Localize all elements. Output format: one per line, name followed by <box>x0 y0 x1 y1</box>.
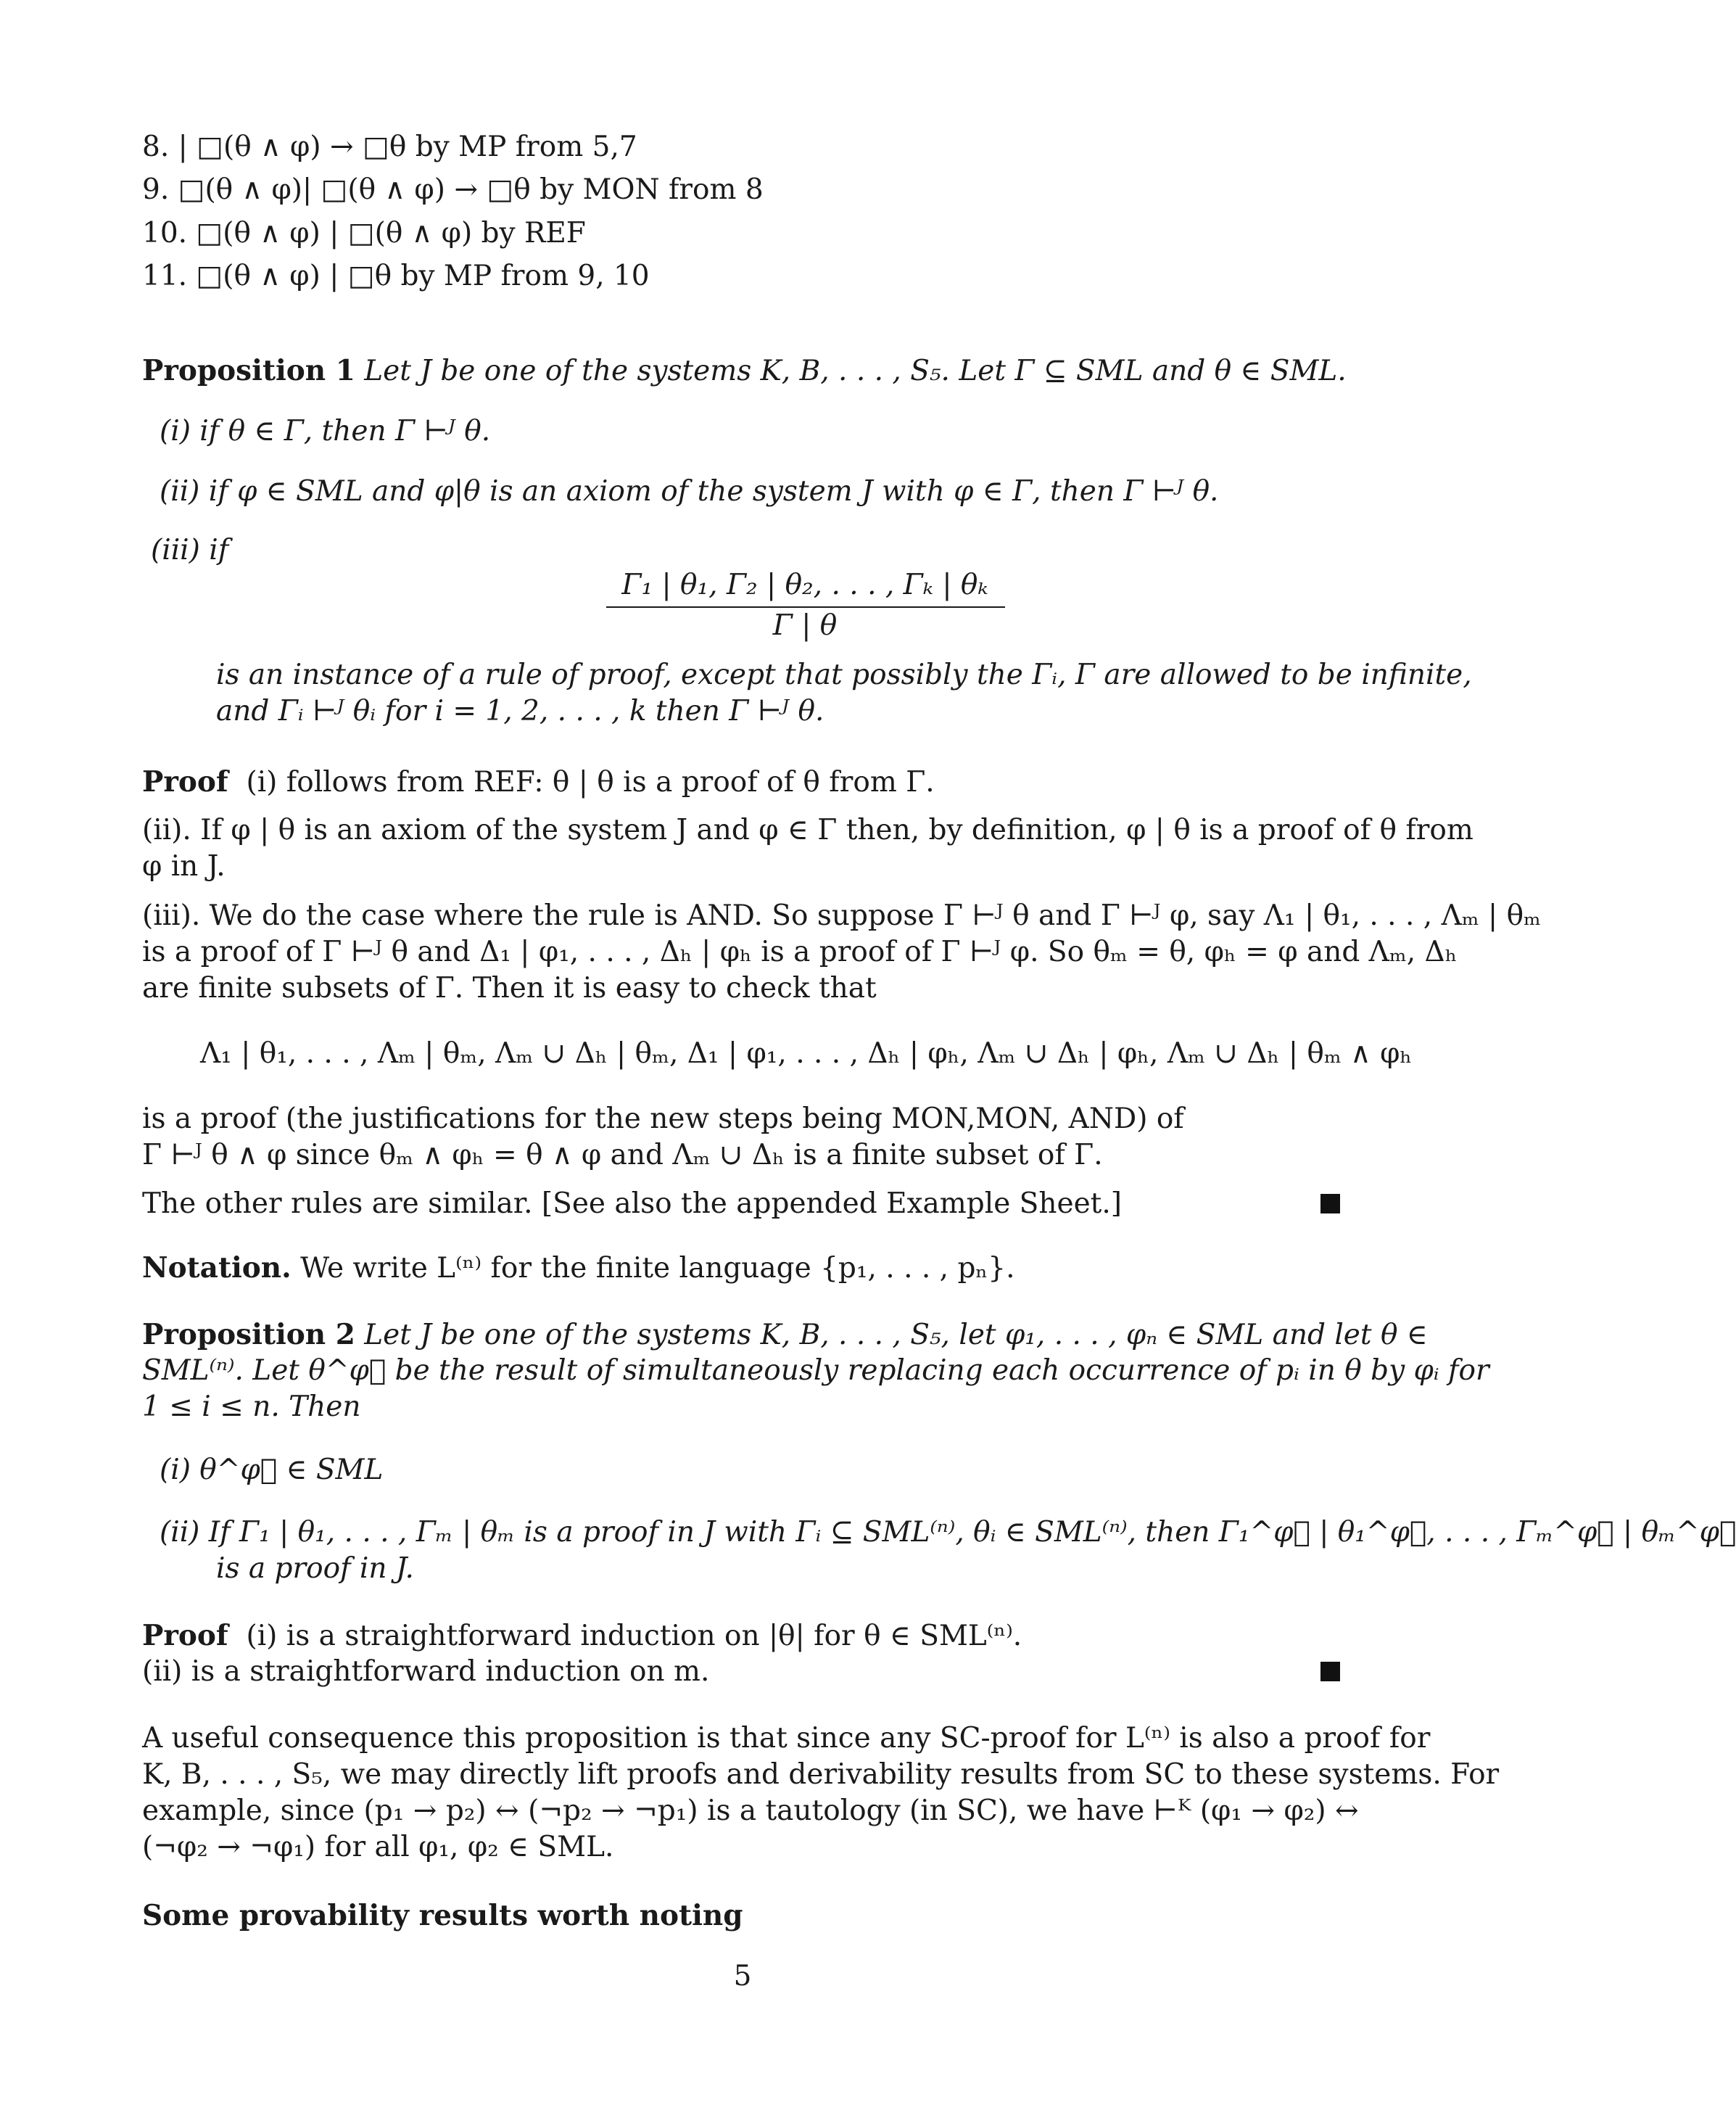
proof-1-part-ii-b: φ in J. <box>142 850 226 883</box>
proof-1-part-iv-a: is a proof (the justifications for the new steps being MON,MON, AND) of <box>142 1102 1184 1135</box>
proof-2-heading: Proof <box>142 1619 228 1652</box>
consequence-line2: K, B, . . . , S₅, we may directly lift proofs and derivability results from SC to these systems. For <box>142 1758 1500 1791</box>
rule-denominator: Γ | θ <box>772 609 838 642</box>
proof-2-part-i <box>142 1617 1022 1654</box>
proof-1-heading: Proof <box>142 765 228 799</box>
display-equation: Λ₁ | θ₁, . . . , Λₘ | θₘ, Λₘ ∪ Δₕ | θₘ, Δ₁ | φ₁, . . . , Δₕ | φₕ, Λₘ ∪ Δₕ | φₕ, Λₘ ∪ Δₕ | θₘ ∧ φₕ <box>200 1037 1413 1070</box>
proposition-2-text1: Let J be one of the systems K, B, . . . , S₅, let φ₁, . . . , φₙ ∈ SML and let θ ∈ <box>364 1319 1428 1351</box>
proof-step-10: 10. □(θ ∧ φ) | □(θ ∧ φ) by REF <box>142 217 586 250</box>
proof-1-part-iii-b: is a proof of Γ ⊢ᴶ θ and Δ₁ | φ₁, . . . , Δₕ | φₕ is a proof of Γ ⊢ᴶ φ. So θₘ = θ, φₕ = φ and Λₘ, Δₕ <box>142 936 1458 968</box>
rule-numerator: Γ₁ | θ₁, Γ₂ | θ₂, . . . , Γₖ | θₖ <box>621 569 988 601</box>
proposition-2-item-ii-b: is a proof in J. <box>216 1552 414 1585</box>
proposition-1-text: Let J be one of the systems K, B, . . . , S₅. Let Γ ⊆ SML and θ ∈ SML. <box>364 355 1347 387</box>
proposition-1-statement <box>142 353 1347 390</box>
proof-1-closing: The other rules are similar. [See also the appended Example Sheet.] <box>142 1187 1122 1220</box>
proposition-1-item-iii-label: (iii) if <box>151 534 229 566</box>
notation-paragraph <box>142 1250 1015 1287</box>
proposition-2-item-i: (i) θ^φ⃗ ∈ SML <box>160 1454 384 1486</box>
proposition-2-line1 <box>142 1316 1428 1353</box>
proof-1-part-ii-a: (ii). If φ | θ is an axiom of the system J and φ ∈ Γ then, by definition, φ | θ is a proof of θ from <box>142 814 1473 846</box>
consequence-line4: (¬φ₂ → ¬φ₁) for all φ₁, φ₂ ∈ SML. <box>142 1831 614 1863</box>
proposition-2-heading: Proposition 2 <box>142 1318 355 1351</box>
proposition-1-heading: Proposition 1 <box>142 354 355 387</box>
proof-2-part-ii: (ii) is a straightforward induction on m. <box>142 1655 710 1688</box>
proposition-2-line2: SML⁽ⁿ⁾. Let θ^φ⃗ be the result of simultaneously replacing each occurrence of pᵢ in θ by φᵢ for <box>142 1354 1489 1387</box>
proof-2-text-i: (i) is a straightforward induction on |θ| for θ ∈ SML⁽ⁿ⁾. <box>246 1620 1022 1652</box>
proof-step-9: 9. □(θ ∧ φ)| □(θ ∧ φ) → □θ by MON from 8 <box>142 173 764 206</box>
proof-1-part-iii-c: are finite subsets of Γ. Then it is easy to check that <box>142 972 877 1005</box>
proposition-1-item-iii-line1: is an instance of a rule of proof, except that possibly the Γᵢ, Γ are allowed to be infinite, <box>216 659 1472 691</box>
proof-1-part-i <box>142 764 935 801</box>
proposition-1-item-iii-line2: and Γᵢ ⊢ᴶ θᵢ for i = 1, 2, . . . , k then Γ ⊢ᴶ θ. <box>216 695 824 728</box>
proof-1-part-iv-b: Γ ⊢ᴶ θ ∧ φ since θₘ ∧ φₕ = θ ∧ φ and Λₘ ∪ Δₕ is a finite subset of Γ. <box>142 1139 1103 1171</box>
consequence-line3: example, since (p₁ → p₂) ↔ (¬p₂ → ¬p₁) is a tautology (in SC), we have ⊢ᴷ (φ₁ → φ₂) ↔ <box>142 1794 1359 1827</box>
qed-square-1 <box>1320 1194 1340 1213</box>
page-number: 5 <box>733 1960 752 1992</box>
proof-1-text-i: (i) follows from REF: θ | θ is a proof of θ from Γ. <box>246 766 935 799</box>
notation-text: We write L⁽ⁿ⁾ for the finite language {p₁, . . . , pₙ}. <box>300 1252 1015 1285</box>
consequence-line1: A useful consequence this proposition is that since any SC-proof for L⁽ⁿ⁾ is also a proof for <box>142 1722 1431 1755</box>
proof-1-part-iii-a: (iii). We do the case where the rule is AND. So suppose Γ ⊢ᴶ θ and Γ ⊢ᴶ φ, say Λ₁ | θ₁, . . . , Λₘ | θₘ <box>142 899 1541 932</box>
proposition-1-item-ii: (ii) if φ ∈ SML and φ|θ is an axiom of the system J with φ ∈ Γ, then Γ ⊢ᴶ θ. <box>160 475 1219 508</box>
qed-square-2 <box>1320 1662 1340 1681</box>
notation-heading: Notation. <box>142 1251 292 1285</box>
proof-step-8: 8. | □(θ ∧ φ) → □θ by MP from 5,7 <box>142 131 637 163</box>
proposition-1-item-i: (i) if θ ∈ Γ, then Γ ⊢ᴶ θ. <box>160 415 491 448</box>
proof-step-11: 11. □(θ ∧ φ) | □θ by MP from 9, 10 <box>142 260 650 292</box>
proposition-2-line3: 1 ≤ i ≤ n. Then <box>142 1390 361 1423</box>
proposition-2-item-ii-a: (ii) If Γ₁ | θ₁, . . . , Γₘ | θₘ is a proof in J with Γᵢ ⊆ SML⁽ⁿ⁾, θᵢ ∈ SML⁽ⁿ⁾, then Γ₁^φ⃗ | θ₁^φ⃗, . . . , Γₘ^φ⃗ | θₘ^φ⃗ <box>160 1516 1736 1549</box>
section-heading: Some provability results worth noting <box>142 1899 743 1932</box>
